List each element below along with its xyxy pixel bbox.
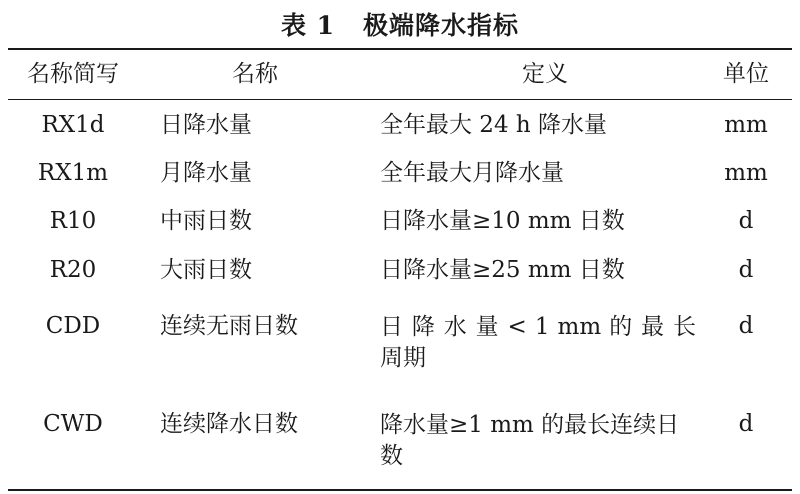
bottom-rule xyxy=(8,489,792,491)
row-unit: mm xyxy=(724,160,768,186)
header-name: 名称 xyxy=(232,61,278,87)
row-definition: 全年最大月降水量 xyxy=(380,160,564,186)
row-unit: mm xyxy=(724,112,768,138)
row-definition: 日 降 水 量 < 1 mm 的 最 长 周期 xyxy=(380,314,696,371)
header-unit: 单位 xyxy=(723,61,769,87)
top-rule xyxy=(8,48,792,50)
row-definition: 降水量≥1 mm 的最长连续日数 xyxy=(380,412,680,469)
row-definition: 日降水量≥25 mm 日数 xyxy=(380,257,625,283)
row-name: 连续无雨日数 xyxy=(160,313,298,339)
row-name: 连续降水日数 xyxy=(160,411,298,437)
row-unit: d xyxy=(738,313,754,339)
row-definition: 日降水量≥10 mm 日数 xyxy=(380,208,625,234)
row-definition: 全年最大 24 h 降水量 xyxy=(380,112,608,138)
row-name: 大雨日数 xyxy=(160,257,252,283)
row-abbr: RX1d xyxy=(41,112,105,138)
row-unit: d xyxy=(738,208,754,234)
table-number: 表 1 xyxy=(280,11,336,40)
row-unit: d xyxy=(738,257,754,283)
header-abbreviation: 名称简写 xyxy=(27,61,119,87)
row-abbr: CDD xyxy=(45,313,101,339)
row-abbr: R10 xyxy=(49,208,97,234)
row-name: 中雨日数 xyxy=(160,208,252,234)
row-name: 月降水量 xyxy=(160,160,252,186)
row-abbr: RX1m xyxy=(37,160,109,186)
row-name: 日降水量 xyxy=(160,112,252,138)
table-title: 极端降水指标 xyxy=(363,11,520,40)
row-abbr: CWD xyxy=(43,411,103,437)
header-rule xyxy=(8,99,792,100)
header-definition: 定义 xyxy=(522,61,568,87)
row-abbr: R20 xyxy=(49,257,97,283)
table-caption xyxy=(0,6,800,42)
row-unit: d xyxy=(738,411,754,437)
